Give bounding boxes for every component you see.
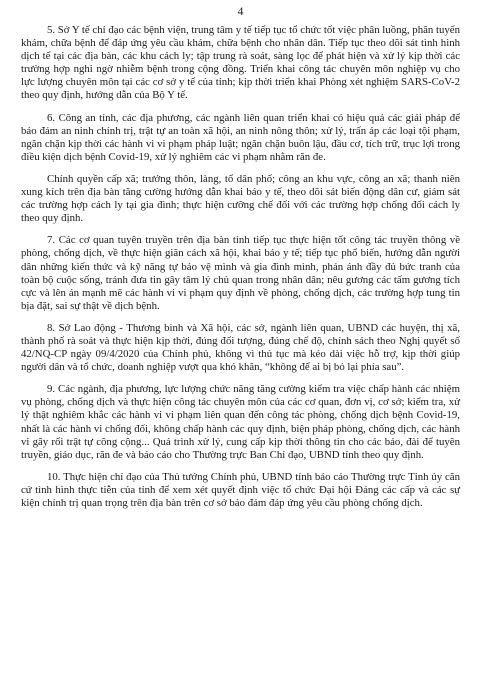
paragraph-5-health-department: 5. Sở Y tế chỉ đạo các bệnh viện, trung tâm y tế tiếp tục tổ chức tốt việc phân luồng, phân tuyến khám, chữa bệnh để đáp ứng yêu cầu khám, chữa bệnh cho nhân dân. Tiếp tục theo dõi sát tình hình dịch tể tại các địa bàn, các khu cách ly; tập trung rà soát, sàng lọc để phát hiện và xử lý kịp thời các trường hợp nghi ngờ nhiễm bệnh trong cộng đồng. Triển khai công tác chuyên môn nghiệp vụ cho lực lượng chuyên môn tại các cơ sở y tế của tỉnh; kịp thời triển khai Phòng xét nghiệm SARS-CoV-2 theo quy định, hướng dẫn của Bộ Y tế.	[21, 24, 460, 102]
paragraph-7-communication: 7. Các cơ quan tuyên truyền trên địa bàn tỉnh tiếp tục thực hiện tốt công tác truyền thông về phòng, chống dịch, về thực hiện giãn cách xã hội, khai báo y tế; tiếp tục phổ biến, hướng dẫn người dân những kiến thức và kỹ năng tự bảo vệ mình và gia đình mình, phản ánh đầy đủ bức tranh của toàn bộ cuộc sống, tránh đưa tin gây tâm lý chủ quan trong nhân dân; nêu gương các tấm gương tích cực và lên án mạnh mẽ các hành vi vi phạm quy định về phòng, chống dịch, các trường hợp tung tin bịa đặt, sai sự thật về dịch bệnh.	[21, 234, 460, 312]
paragraph-10-party-congress: 10. Thực hiện chỉ đạo của Thủ tướng Chính phủ, UBND tỉnh báo cáo Thường trực Tỉnh ủy căn cứ tình hình thực tiễn của tỉnh để xem xét quyết định việc tổ chức Đại hội Đảng các cấp và các sự kiện chính trị quan trọng trên địa bàn trên cơ sở bảo đảm đáp ứng yêu cầu phòng chống dịch.	[21, 470, 460, 509]
page-number: 4	[237, 6, 244, 18]
paragraph-local-authorities: Chính quyền cấp xã; trưởng thôn, làng, tổ dân phố; công an khu vực, công an xã; thanh niên xung kích trên địa bàn tăng cường hướng dẫn khai báo y tế, theo dõi sát biến động dân cư, giám sát các trường hợp cách ly tại gia đình; thực hiện cưỡng chế đối với các trường hợp chống đối cách ly theo quy định.	[21, 172, 460, 225]
paragraph-9-inspection: 9. Các ngành, địa phương, lực lượng chức năng tăng cường kiểm tra việc chấp hành các nhiệm vụ phòng, chống dịch và thực hiện công tác chuyên môn của các cơ quan, đơn vị, cơ sở; kiểm tra, xử lý thật nghiêm khắc các hành vi vi phạm liên quan đến công tác phòng, chống dịch bệnh Covid-19, nhất là các hành vi chống đối, không chấp hành các quy định, biện pháp phòng, chống dịch, các hành vi gây rối trật tự công cộng... Quá trình xử lý, cung cấp kịp thời thông tin cho các báo, đài để tuyên truyền, giáo dục, răn đe và báo cáo cho Thường trực Ban Chỉ đạo, UBND tỉnh theo quy định.	[21, 383, 460, 461]
paragraph-6-police: 6. Công an tỉnh, các địa phương, các ngành liên quan triển khai có hiệu quả các giải pháp để bảo đảm an ninh chính trị, trật tự an toàn xã hội, an ninh nông thôn; xử lý, trấn áp các loại tội phạm, ngăn chặn kịp thời các hành vi vi phạm pháp luật; ngăn chặn buôn lậu, đầu cơ, tích trữ, trục lợi trong điều kiện dịch bệnh Covid-19, xử lý nghiêm các vi phạm nhằm răn đe.	[21, 111, 460, 163]
paragraph-8-labour-department: 8. Sở Lao động - Thương binh và Xã hội, các sở, ngành liên quan, UBND các huyện, thị xã, thành phố rà soát và thực hiện kịp thời, đúng đối tượng, đúng chế độ, chính sách theo Nghị quyết số 42/NQ-CP ngày 09/4/2020 của Chính phủ, không vì thủ tục mà kéo dài việc hỗ trợ, kịp thời giúp người dân và tổ chức, doanh nghiệp vượt qua khó khăn, “không để ai bị bỏ lại phía sau”.	[21, 321, 460, 374]
